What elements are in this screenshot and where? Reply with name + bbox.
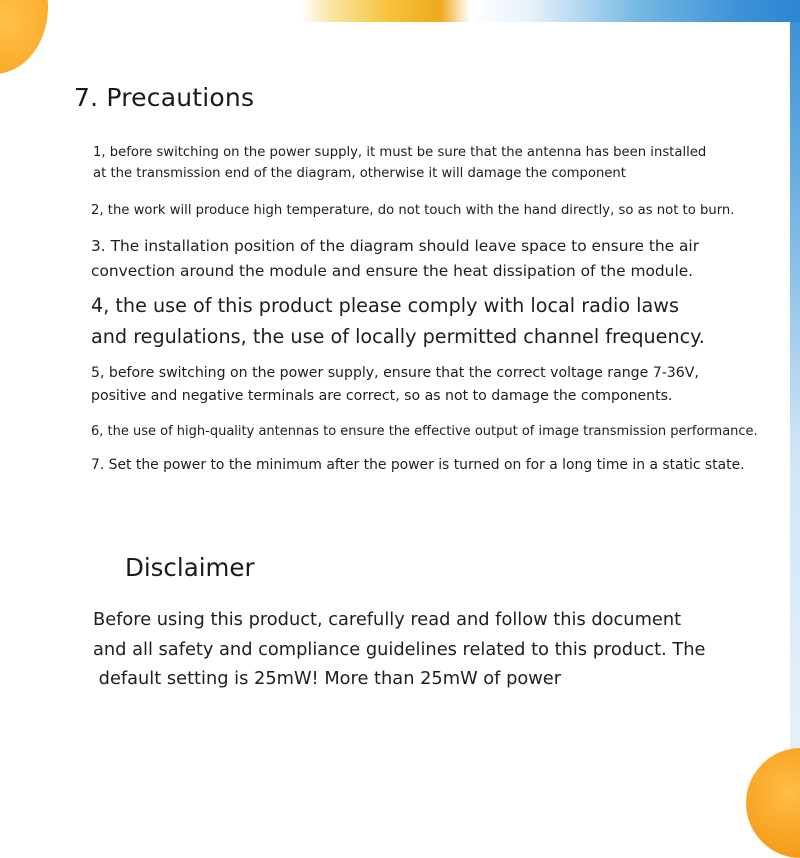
precaution-item-1 xyxy=(93,142,706,184)
precaution-item-1-line-1: 1, before switching on the power supply, it must be sure that the antenna has been installed xyxy=(93,145,707,160)
precaution-item-5 xyxy=(91,362,699,408)
precaution-item-5-line-2: positive and negative terminals are correct, so as not to damage the components. xyxy=(91,388,673,404)
precaution-item-3-line-1: 3. The installation position of the diagram should leave space to ensure the air xyxy=(91,237,700,255)
precaution-item-4-line-1: 4, the use of this product please comply with local radio laws xyxy=(91,294,679,317)
disclaimer-line-1: Before using this product, carefully read and follow this document xyxy=(93,609,682,630)
precaution-item-1-line-2: at the transmission end of the diagram, otherwise it will damage the component xyxy=(93,166,626,181)
disclaimer-heading: Disclaimer xyxy=(125,553,255,582)
precaution-item-7-line-1: 7. Set the power to the minimum after the power is turned on for a long time in a static state. xyxy=(91,457,745,473)
disclaimer-line-3: default setting is 25mW! More than 25mW of power xyxy=(93,668,562,689)
precautions-heading: 7. Precautions xyxy=(74,83,255,112)
disclaimer-body xyxy=(93,605,705,694)
precaution-item-3-line-2: convection around the module and ensure the heat dissipation of the module. xyxy=(91,262,694,280)
precaution-item-4 xyxy=(91,290,705,352)
decorative-orange-circle-top-left xyxy=(0,0,48,74)
decorative-blue-edge-right xyxy=(790,22,800,800)
decorative-gradient-band-top xyxy=(300,0,800,22)
decorative-orange-circle-bottom-right xyxy=(746,748,800,858)
precaution-item-6-line-1: 6, the use of high-quality antennas to ensure the effective output of image transmission performance. xyxy=(91,424,758,439)
precaution-item-6 xyxy=(91,421,758,442)
precaution-item-3 xyxy=(91,234,699,284)
precaution-item-2 xyxy=(91,200,734,221)
disclaimer-line-2: and all safety and compliance guidelines related to this product. The xyxy=(93,638,706,660)
precaution-item-4-line-2: and regulations, the use of locally permitted channel frequency. xyxy=(91,325,705,348)
precaution-item-7 xyxy=(91,454,745,476)
precaution-item-5-line-1: 5, before switching on the power supply, ensure that the correct voltage range 7-36V, xyxy=(91,365,699,381)
precaution-item-2-line-1: 2, the work will produce high temperature, do not touch with the hand directly, so as not to burn. xyxy=(91,203,735,218)
